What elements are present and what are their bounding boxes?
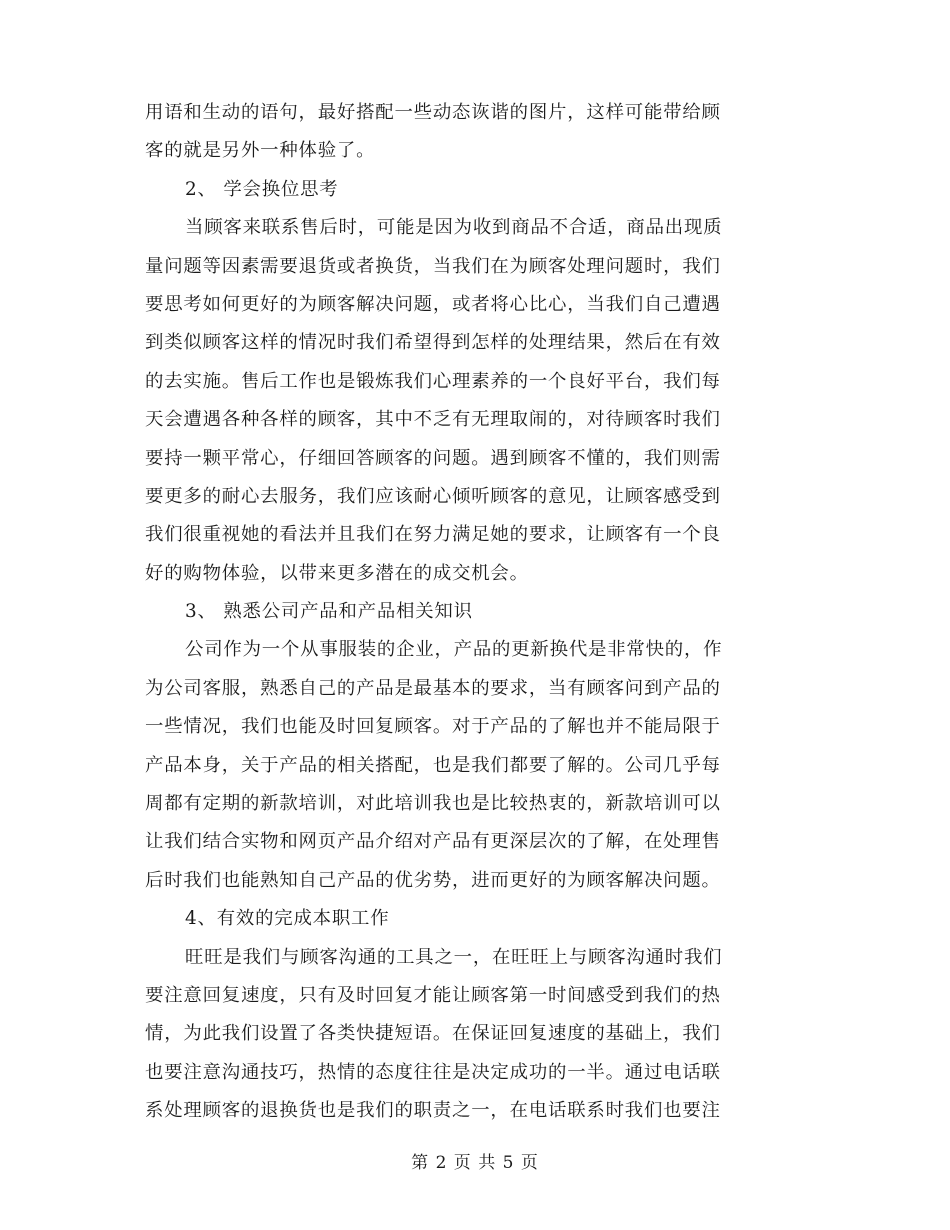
text-line: 到类似顾客这样的情况时我们希望得到怎样的处理结果，然后在有效: [145, 332, 721, 354]
text-line: 我们很重视她的看法并且我们在努力满足她的要求，让顾客有一个良: [145, 524, 721, 546]
text-line: 也要注意沟通技巧，热情的态度往往是决定成功的一半。通过电话联: [145, 1061, 721, 1083]
text-line: 旺旺是我们与顾客沟通的工具之一，在旺旺上与顾客沟通时我们: [185, 946, 723, 968]
document-body: [145, 94, 805, 1131]
text-line: 3、 熟悉公司产品和产品相关知识: [185, 601, 473, 623]
text-line: 的去实施。售后工作也是锻炼我们心理素养的一个良好平台，我们每: [145, 370, 721, 392]
text-line: 量问题等因素需要退货或者换货，当我们在为顾客处理问题时，我们: [145, 255, 721, 277]
text-line: 用语和生动的语句，最好搭配一些动态诙谐的图片，这样可能带给顾: [145, 102, 721, 123]
text-line: 要思考如何更好的为顾客解决问题，或者将心比心，当我们自己遭遇: [145, 293, 721, 315]
text-line: 客的就是另外一种体验了。: [145, 140, 376, 162]
text-line: 要注意回复速度，只有及时回复才能让顾客第一时间感受到我们的热: [145, 984, 721, 1006]
text-line: 让我们结合实物和网页产品介绍对产品有更深层次的了解，在处理售: [145, 831, 721, 853]
text-line: 要持一颗平常心，仔细回答顾客的问题。遇到顾客不懂的，我们则需: [145, 447, 721, 469]
text-line: 情，为此我们设置了各类快捷短语。在保证回复速度的基础上，我们: [145, 1023, 721, 1045]
text-line: 2、 学会换位思考: [185, 178, 339, 200]
text-line: 公司作为一个从事服装的企业，产品的更新换代是非常快的，作: [185, 639, 723, 661]
text-line: 周都有定期的新款培训，对此培训我也是比较热衷的，新款培训可以: [145, 793, 721, 815]
page-footer: 第 2 页 共 5 页: [411, 1153, 539, 1173]
text-line: 产品本身，关于产品的相关搭配，也是我们都要了解的。公司几乎每: [145, 754, 721, 776]
text-line: 系处理顾客的退换货也是我们的职责之一，在电话联系时我们也要注: [145, 1100, 721, 1122]
text-line: 当顾客来联系售后时，可能是因为收到商品不合适，商品出现质: [185, 217, 723, 239]
text-line: 好的购物体验，以带来更多潜在的成交机会。: [145, 562, 529, 584]
text-line: 要更多的耐心去服务，我们应该耐心倾听顾客的意见，让顾客感受到: [145, 485, 721, 507]
text-line: 一些情况，我们也能及时回复顾客。对于产品的了解也并不能局限于: [145, 716, 721, 738]
text-line: 后时我们也能熟知自己产品的优劣势，进而更好的为顾客解决问题。: [145, 869, 721, 891]
text-line: 4、有效的完成本职工作: [185, 908, 390, 930]
text-line: 天会遭遇各种各样的顾客，其中不乏有无理取闹的，对待顾客时我们: [145, 409, 721, 431]
text-line: 为公司客服，熟悉自己的产品是最基本的要求，当有顾客问到产品的: [145, 677, 721, 699]
